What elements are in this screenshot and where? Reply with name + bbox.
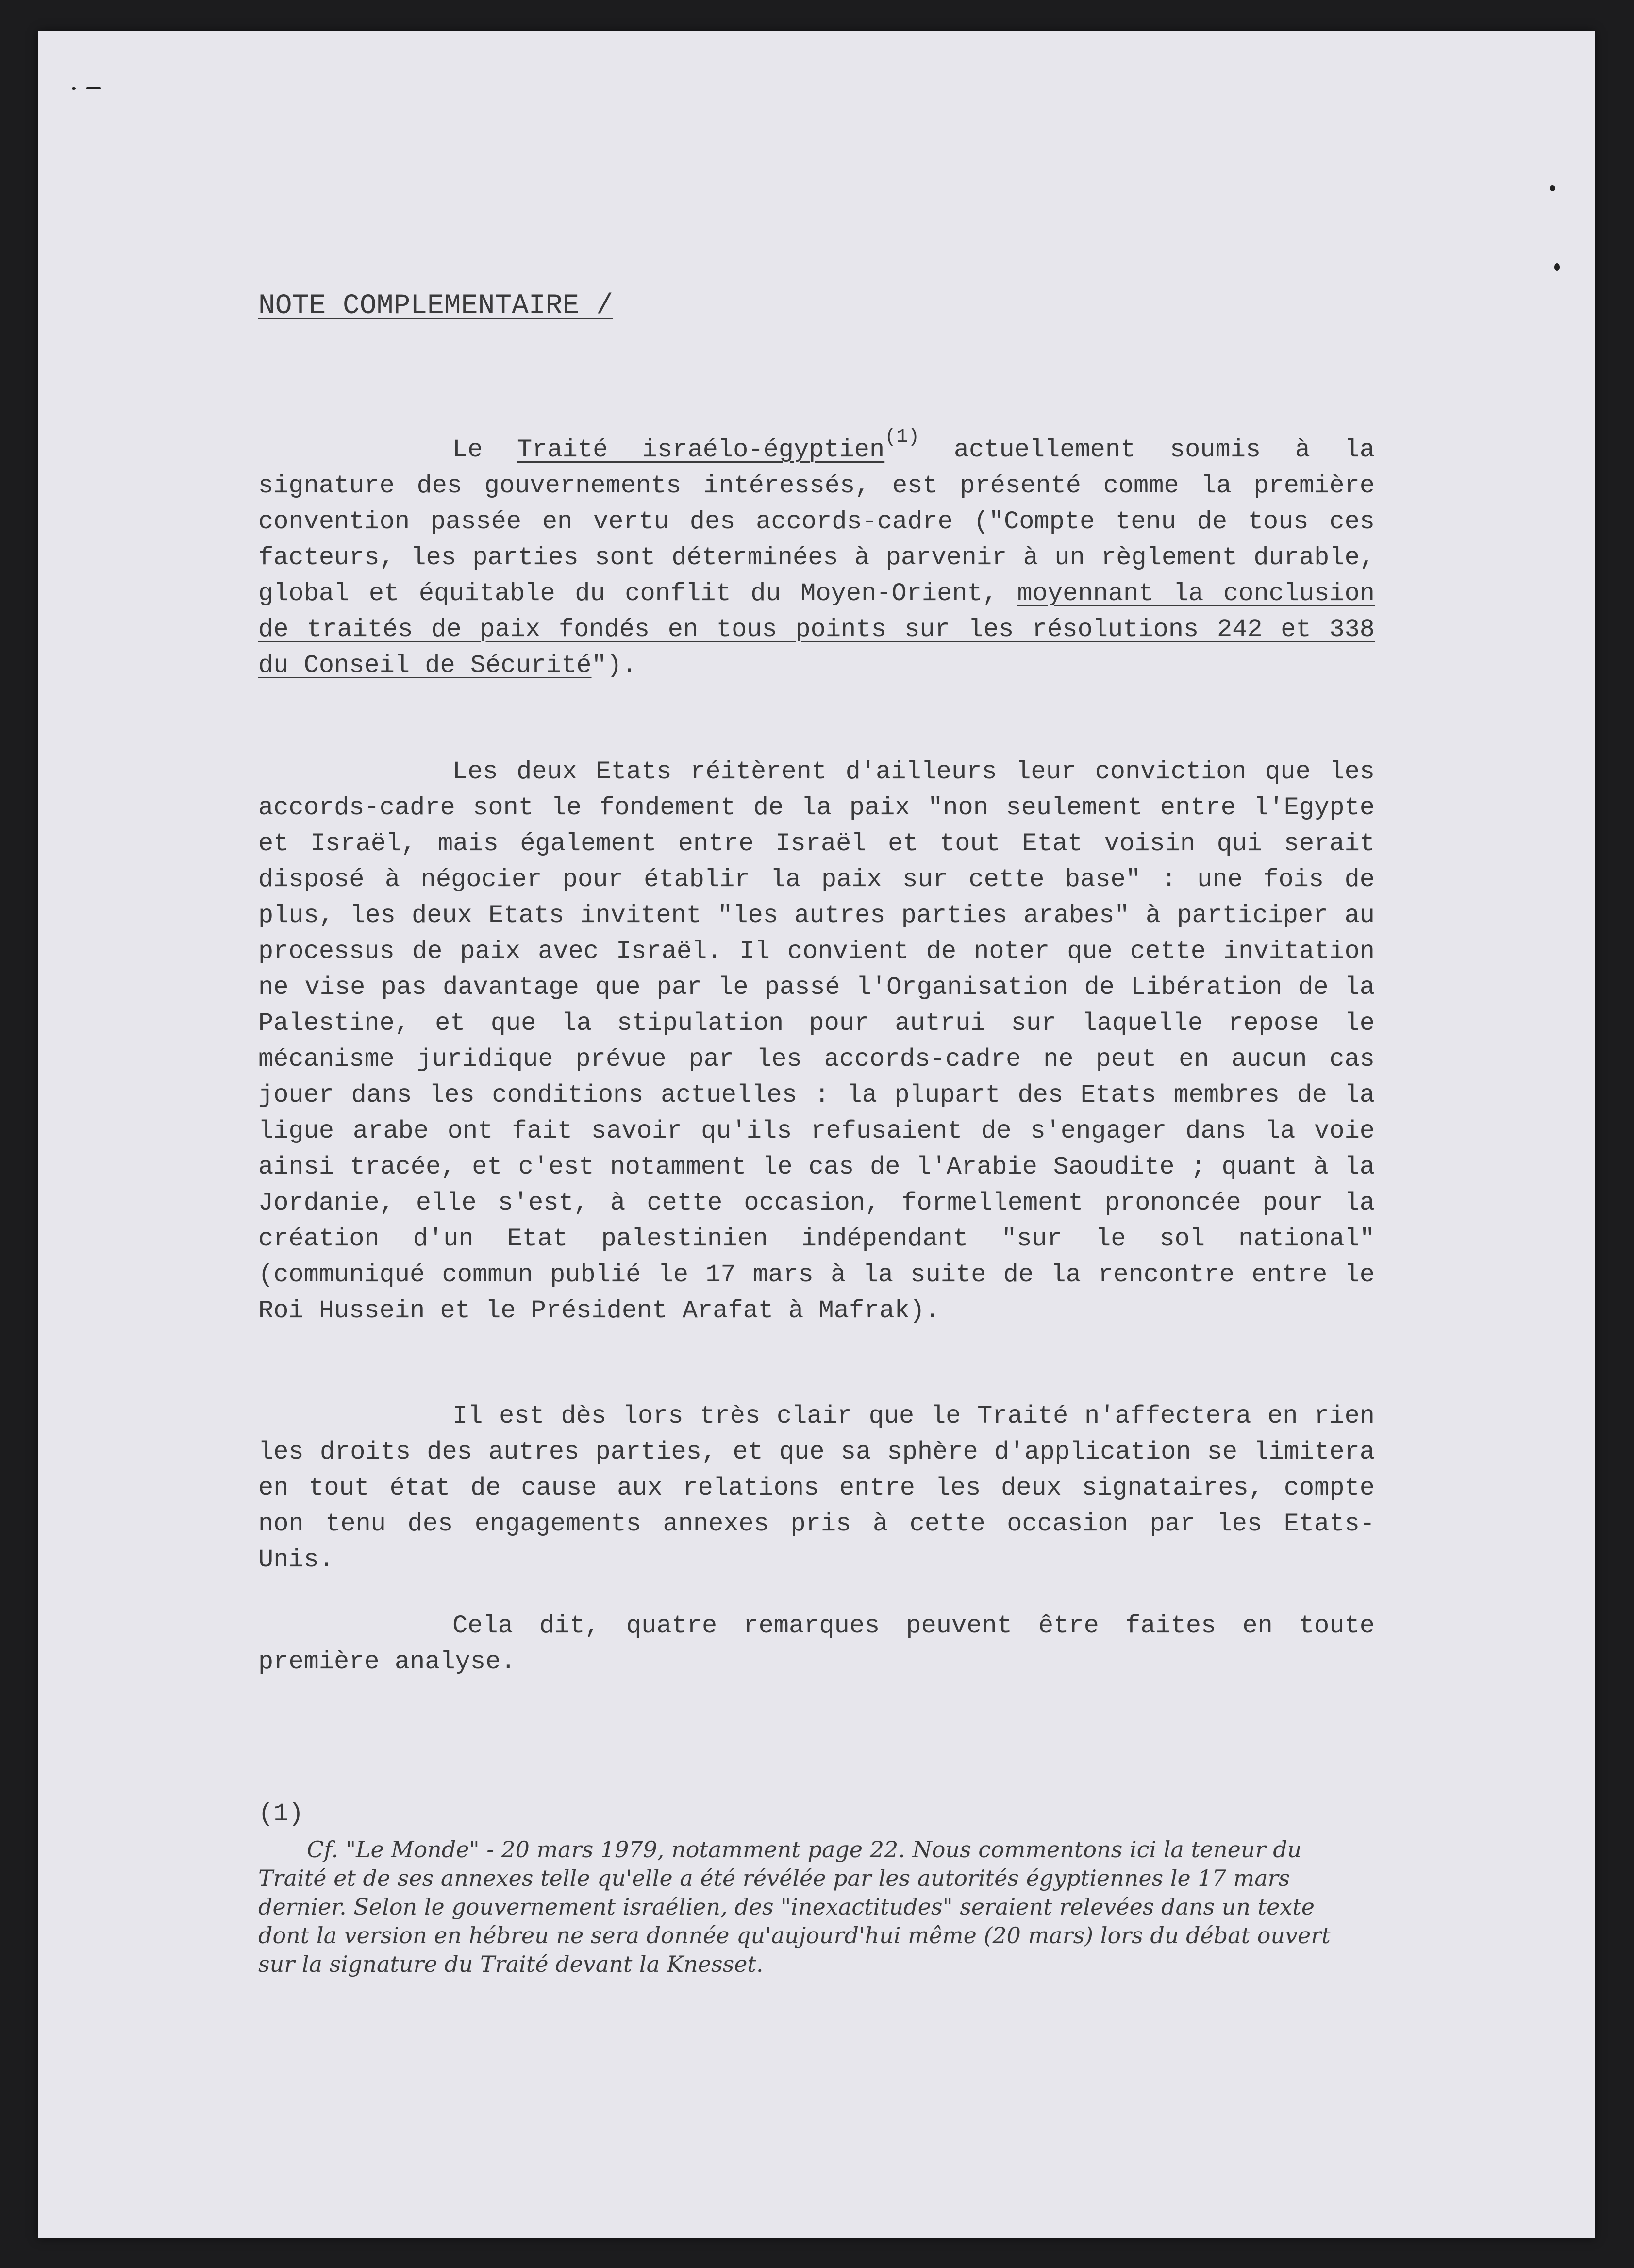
footnote-number: (1) <box>258 1799 304 1828</box>
p3-text: Il est dès lors très clair que le Traité n'affectera en rien les droits des autres parties, et que sa sphère d'application se limitera en tout état de cause aux relations entre les deux signataires, compte non tenu des engagements annexes pris à cette occasion par les Etats-Unis. <box>258 1402 1375 1574</box>
paragraph-4 <box>258 1608 1375 1680</box>
p4-text: Cela dit, quatre remarques peuvent être faites en toute première analyse. <box>258 1612 1375 1676</box>
p2-text: Les deux Etats réitèrent d'ailleurs leur conviction que les accords-cadre sont le fondement de la paix "non seulement entre l'Egypte et Israël, mais également entre Israël et tout Etat voisin qui serait disposé à négocier pour établir la paix sur cette base" : une fois de plus, les deux Etats invitent "les autres parties arabes" à participer au processus de paix avec Israël. Il convient de noter que cette invitation ne vise pas davantage que par le passé l'Organisation de Libération de la Palestine, et que la stipulation pour autrui sur laquelle repose le mécanisme juridique prévue par les accords-cadre ne peut en aucun cas jouer dans les conditions actuelles : la plupart des Etats membres de la ligue arabe ont fait savoir qu'ils refusaient de s'engager dans la voie ainsi tracée, et c'est notamment le cas de l'Arabie Saoudite ; quant à la Jordanie, elle s'est, à cette occasion, formellement prononcée pour la création d'un Etat palestinien indépendant "sur le sol national" (communiqué commun publié le 17 mars à la suite de la rencontre entre le Roi Hussein et le Président Arafat à Mafrak). <box>258 757 1375 1325</box>
p1-intro: Le <box>452 436 517 464</box>
ink-speck <box>1554 263 1560 271</box>
paragraph-3 <box>258 1398 1375 1578</box>
paragraph-2 <box>258 754 1375 1329</box>
footnote-text: Cf. "Le Monde" - 20 mars 1979, notamment page 22. Nous commentons ici la teneur du Traité et de ses annexes telle qu'elle a été révélée par les autorités égyptiennes le 17 mars dernier. Selon le gouvernement israélien, des "inexactitudes" seraient relevées dans un texte dont la version en hébreu ne sera donnée qu'aujourd'hui même (20 mars) lors du débat ouvert sur la signature du Traité devant la Knesset. <box>258 1836 1331 1977</box>
ink-speck <box>72 87 76 90</box>
treaty-title: Traité israélo-égyptien <box>517 436 885 464</box>
document-title: NOTE COMPLEMENTAIRE / <box>258 290 613 322</box>
p1-end: "). <box>591 651 637 680</box>
p1-body: actuellement soumis à la signature des gouvernements intéressés, est présenté comme la première convention passée en vertu des accords-cadre ("Compte tenu de tous ces facteurs, les parties sont déterminées à parvenir à un règlement durable, global et équitable du conflit du Moyen-Orient, <box>258 436 1375 608</box>
footnote-reference: (1) <box>884 426 920 448</box>
footnote <box>258 1835 1346 1979</box>
paragraph-1 <box>258 426 1375 684</box>
underlined-quote: moyennant la conclusion de traités de paix fondés en tous points sur les résolutions 242 et 338 du Conseil de Sécurité <box>258 579 1375 680</box>
ink-speck <box>1550 185 1555 191</box>
ink-speck <box>86 87 101 89</box>
